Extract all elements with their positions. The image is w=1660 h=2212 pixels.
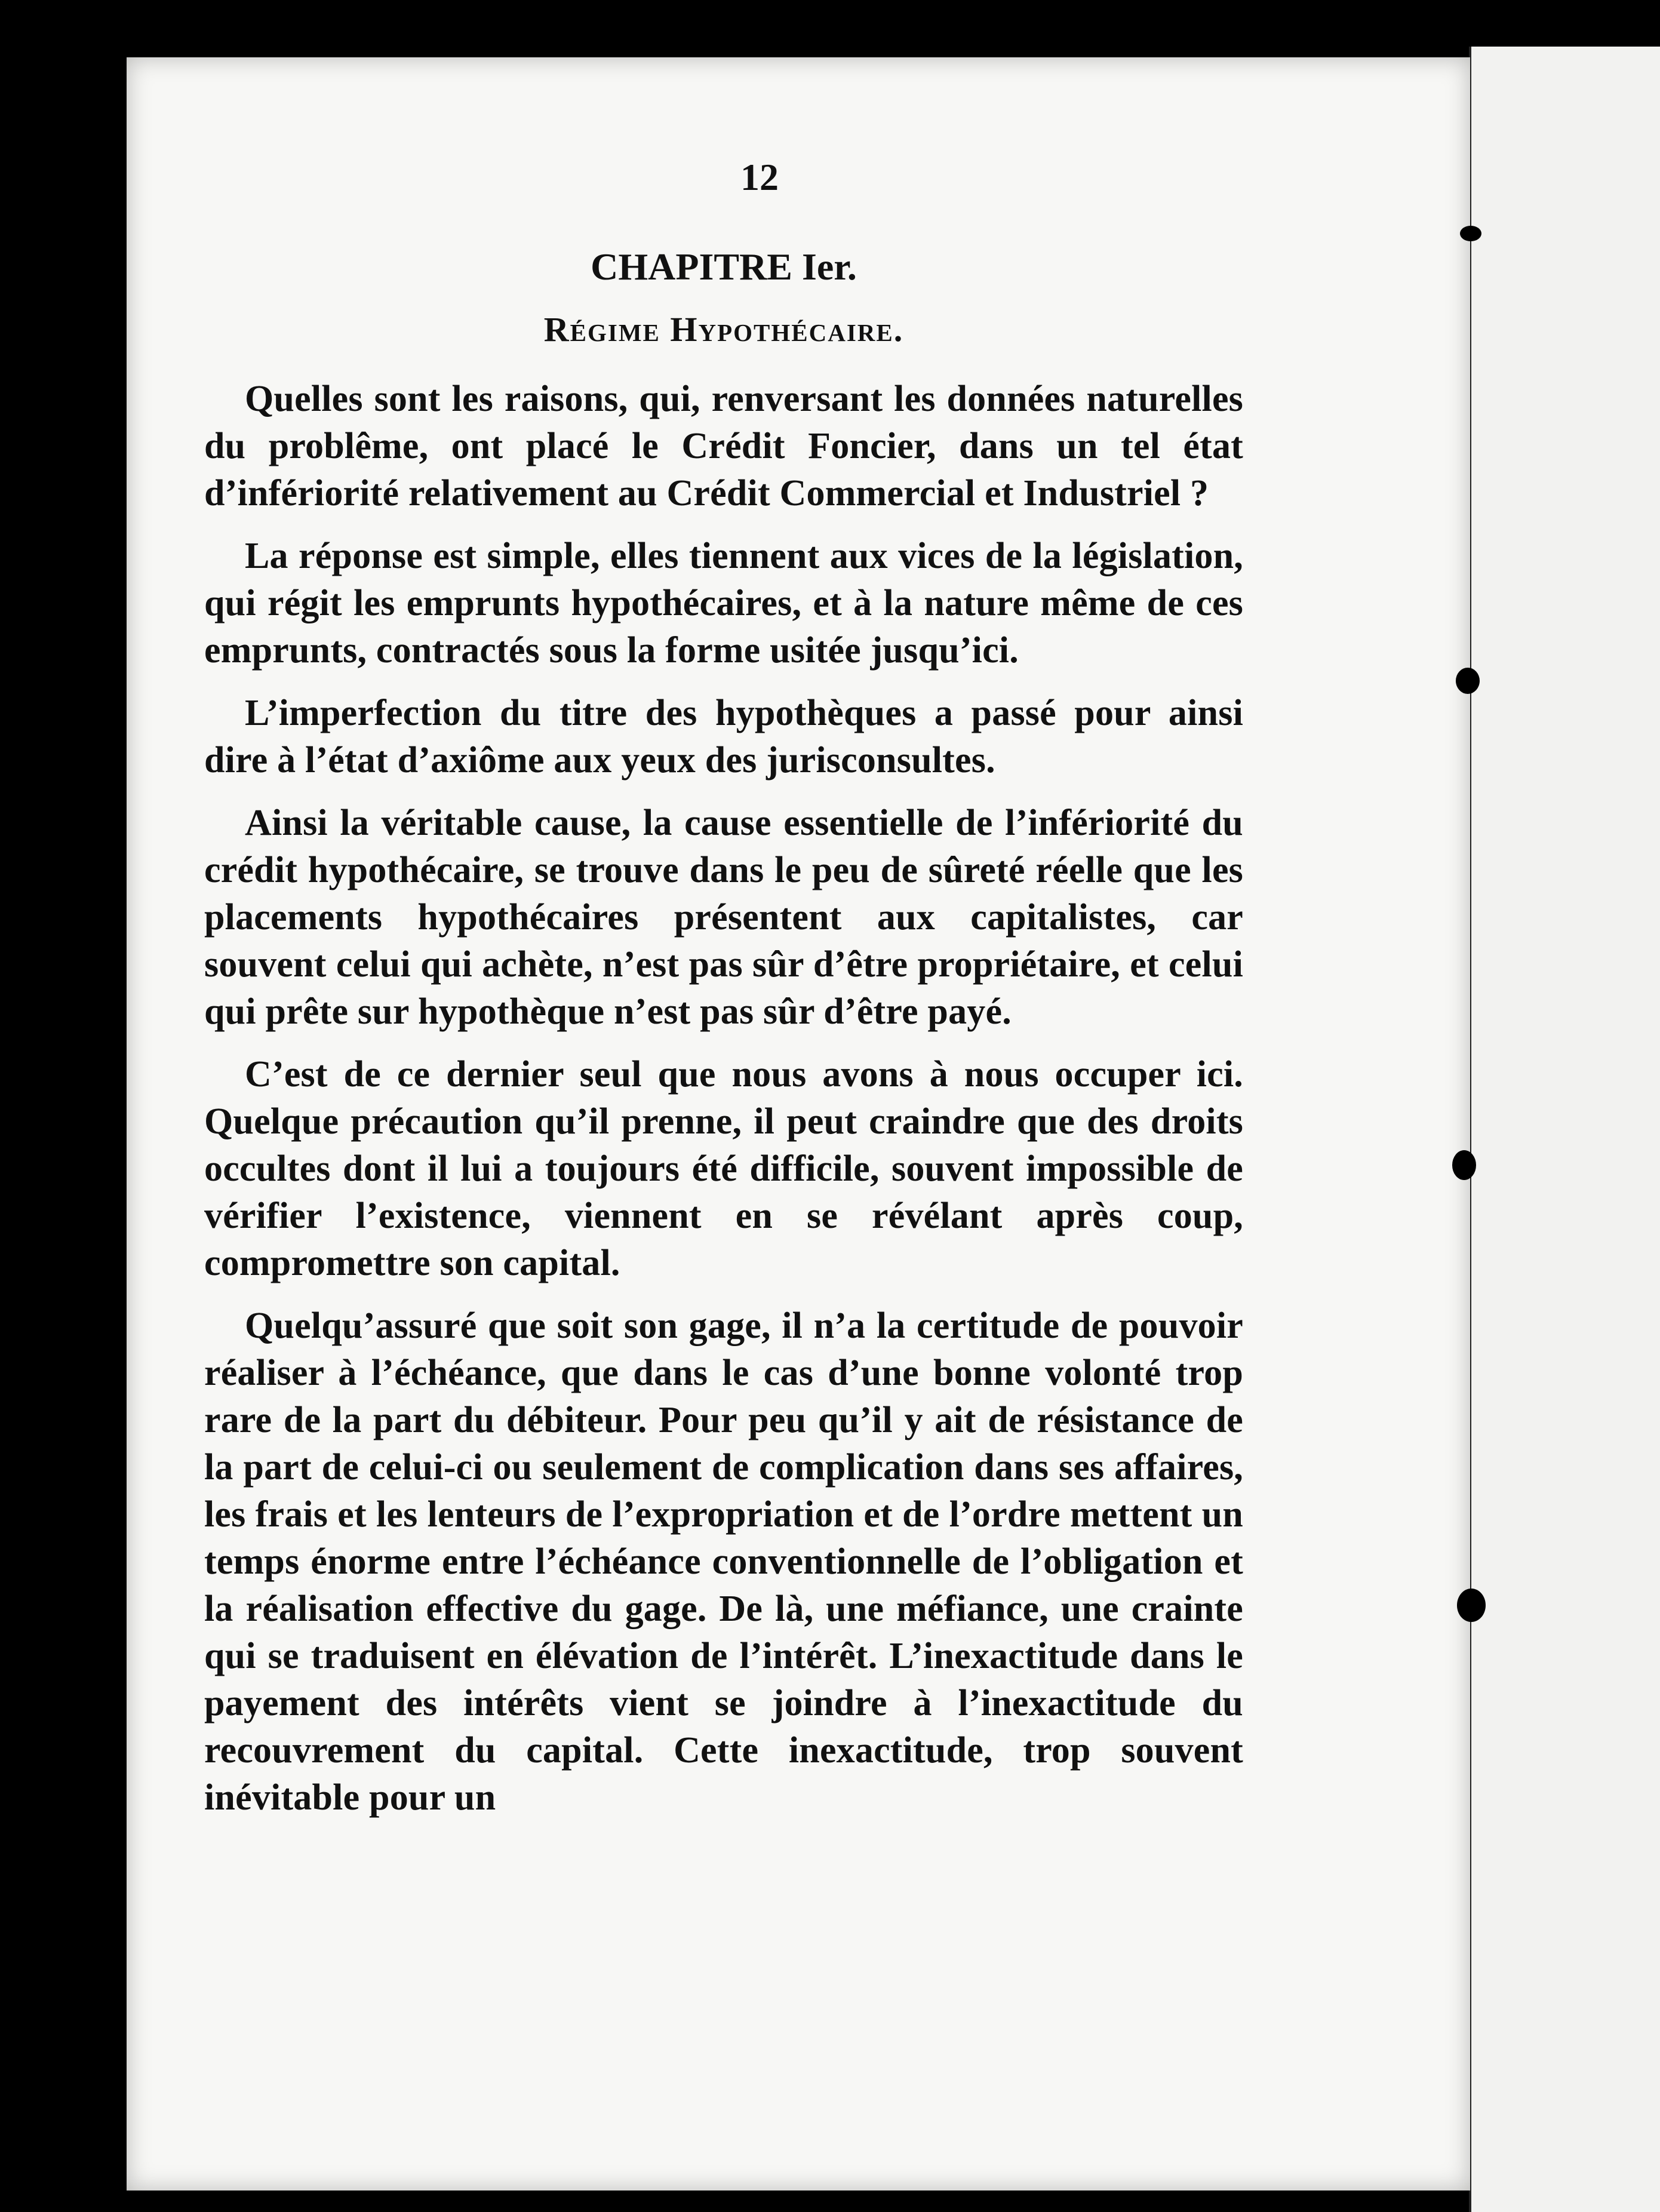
page-number: 12 bbox=[740, 156, 779, 198]
edge-speck bbox=[1457, 1589, 1486, 1622]
paragraph-1: Quelles sont les raisons, qui, renversant les données naturelles du problême, ont placé le Crédit Foncier, dans un tel état d’infériorité relativement au Crédit Commercial et Industriel ? bbox=[204, 379, 1243, 514]
edge-speck bbox=[1456, 668, 1480, 694]
chapter-title: CHAPITRE Ier. bbox=[591, 245, 857, 288]
paragraph-3: L’imperfection du titre des hypothèques a passé pour ainsi dire à l’état d’axiôme aux yeux des jurisconsultes. bbox=[204, 693, 1243, 781]
edge-speck bbox=[1460, 226, 1481, 241]
section-title: Régime Hypothécaire. bbox=[543, 310, 904, 349]
edge-speck bbox=[1452, 1150, 1476, 1180]
paragraph-4: Ainsi la véritable cause, la cause essentielle de l’infériorité du crédit hypothécaire, se trouve dans le peu de sûreté réelle que les placements hypothécaires présentent aux capitalistes, car souvent celui qui achète, n’est pas sûr d’être propriétaire, et celui qui prête sur hypothèque n’est pas sûr d’être payé. bbox=[204, 803, 1243, 1032]
page-content bbox=[204, 155, 1243, 1837]
paragraph-2: La réponse est simple, elles tiennent aux vices de la législation, qui régit les emprunts hypothécaires, et à la nature même de ces emprunts, contractés sous la forme usitée jusqu’ici. bbox=[204, 536, 1243, 671]
facing-page-edge bbox=[1470, 47, 1660, 2212]
paragraph-5: C’est de ce dernier seul que nous avons à nous occuper ici. Quelque précaution qu’il prenne, il peut craindre que des droits occultes dont il lui a toujours été difficile, souvent impossible de vérifier l’existence, viennent en se révélant après coup, compromettre son capital. bbox=[204, 1054, 1243, 1283]
paragraph-6: Quelqu’assuré que soit son gage, il n’a la certitude de pouvoir réaliser à l’échéance, que dans le cas d’une bonne volonté trop rare de la part du débiteur. Pour peu qu’il y ait de résistance de la part de celui-ci ou seulement de complication dans ses affaires, les frais et les lenteurs de l’expropriation et de l’ordre mettent un temps énorme entre l’échéance conventionnelle de l’obligation et la réalisation effective du gage. De là, une méfiance, une crainte qui se traduisent en élévation de l’intérêt. L’inexactitude dans le payement des intérêts vient se joindre à l’inexactitude du recouvrement du capital. Cette inexactitude, trop souvent inévitable pour un bbox=[204, 1305, 1243, 1818]
